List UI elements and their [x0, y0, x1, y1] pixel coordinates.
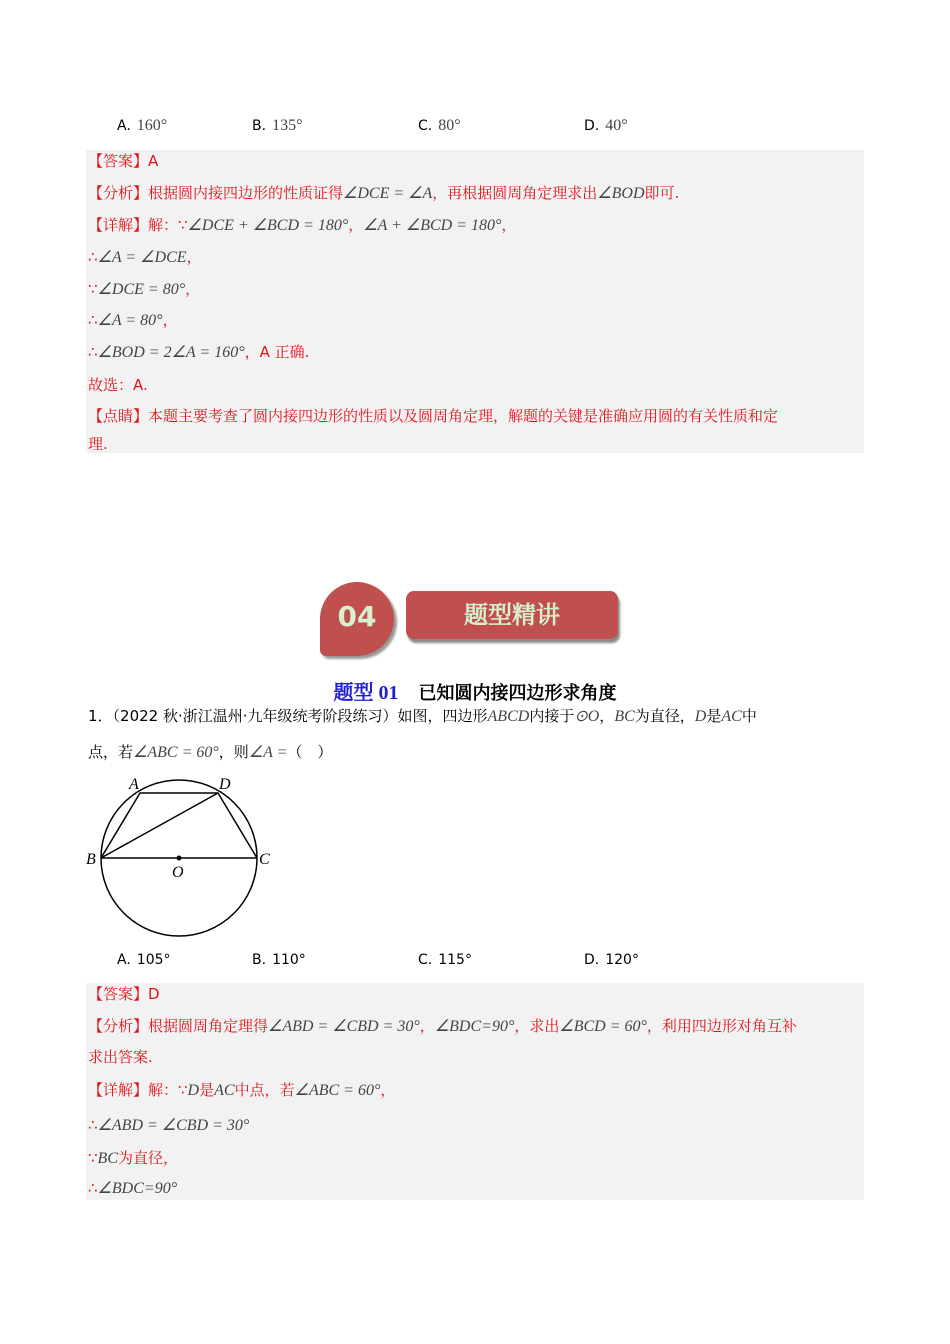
text-segment: ，	[501, 216, 517, 234]
option-d	[584, 117, 628, 135]
text-segment: 是	[199, 1081, 215, 1099]
math-expression: ∠BCD = 60°	[559, 1018, 647, 1035]
section-heading	[0, 676, 950, 705]
text-segment: 中	[741, 707, 757, 725]
option-label: B.	[252, 118, 267, 134]
text-segment: ，利用四边形对角互补	[646, 1017, 797, 1035]
option-label: C.	[418, 952, 433, 968]
text-segment: 【分析】根据圆周角定理得	[88, 1017, 269, 1035]
section-number-badge	[320, 582, 394, 656]
text-segment: 求出答案.	[88, 1048, 153, 1066]
option-value: 160°	[136, 117, 168, 134]
text-line	[88, 375, 148, 395]
text-line	[88, 1047, 153, 1067]
text-line	[88, 1148, 178, 1169]
text-line	[88, 1115, 249, 1136]
option-value: 115°	[438, 952, 472, 968]
math-expression: AC	[721, 708, 742, 725]
option-d	[584, 952, 639, 968]
text-segment: ，	[348, 216, 364, 234]
option-b	[252, 952, 306, 968]
option-label: A.	[117, 118, 131, 134]
text-segment: 【详解】解：∵	[88, 216, 188, 234]
text-segment: ∴	[88, 248, 98, 266]
text-segment: 为直径，	[118, 1149, 179, 1167]
text-line	[88, 434, 108, 454]
option-value: 110°	[272, 952, 306, 968]
text-segment: ，	[186, 248, 202, 266]
math-expression: ∠ABC = 60°	[294, 1082, 381, 1099]
text-segment: 故选：A.	[88, 376, 148, 394]
text-segment: ，	[185, 280, 201, 298]
text-line	[88, 215, 516, 236]
math-expression: ABCD	[487, 708, 530, 725]
math-expression: D	[187, 1082, 200, 1099]
text-segment: ∴	[88, 1179, 98, 1197]
option-value: 105°	[136, 952, 171, 968]
point-label-o: O	[172, 864, 184, 881]
point-label-b: B	[86, 851, 96, 868]
text-segment: ∴	[88, 1116, 98, 1134]
option-label: D.	[584, 952, 600, 968]
circle-figure	[82, 770, 282, 945]
point-label-c: C	[259, 851, 270, 868]
text-segment: 【答案】D	[88, 985, 160, 1003]
option-a	[117, 952, 171, 968]
point-label-a: A	[129, 776, 139, 793]
option-value: 135°	[272, 117, 303, 134]
text-segment: 【答案】A	[88, 152, 159, 170]
math-expression: ∠BOD = 2∠A = 160°	[97, 344, 245, 361]
math-expression: ∠A + ∠BCD = 180°	[363, 217, 502, 234]
text-line	[88, 706, 757, 727]
text-segment: ，则	[218, 743, 249, 761]
text-line	[88, 310, 178, 331]
text-line	[88, 342, 309, 363]
text-segment: （ ）	[287, 743, 333, 761]
option-b	[252, 117, 302, 135]
text-line	[88, 1080, 395, 1101]
section-label: 题型 01	[333, 682, 399, 704]
text-segment: ，	[599, 707, 615, 725]
section-number: 04	[337, 600, 377, 633]
text-segment: 中点，若	[234, 1081, 295, 1099]
text-segment: 是	[706, 707, 722, 725]
section-banner: 题型精讲	[406, 591, 618, 639]
math-expression: ∠A = 80°	[97, 312, 163, 329]
text-segment: ∴	[88, 343, 98, 361]
option-value: 80°	[438, 117, 461, 134]
text-segment: ，	[419, 1017, 435, 1035]
math-expression: ∠ABD = ∠CBD = 30°	[268, 1018, 420, 1035]
text-line	[88, 183, 679, 204]
text-segment: 即可.	[644, 184, 680, 202]
math-expression: ∠DCE = ∠A	[343, 185, 433, 202]
text-segment: 【详解】解：∵	[88, 1081, 188, 1099]
text-segment: ∴	[88, 311, 98, 329]
math-expression: ∠BDC=90°	[97, 1180, 178, 1197]
text-segment: 1．（2022 秋·浙江温州·九年级统考阶段练习）如图，四边形	[88, 707, 488, 725]
text-segment: ，	[380, 1081, 396, 1099]
option-c	[418, 952, 472, 968]
text-segment: 【分析】根据圆内接四边形的性质证得	[88, 184, 344, 202]
option-value: 120°	[605, 952, 639, 968]
math-expression: ∠A = ∠DCE	[97, 249, 187, 266]
option-label: A.	[117, 952, 131, 968]
text-line	[88, 984, 160, 1004]
text-segment: 内接于	[529, 707, 575, 725]
point-label-d: D	[219, 776, 231, 793]
option-a	[117, 117, 167, 135]
text-line	[88, 1178, 177, 1199]
option-c	[418, 117, 461, 135]
option-label: B.	[252, 952, 267, 968]
text-line	[88, 151, 158, 171]
text-line	[88, 247, 202, 268]
math-expression: ∠DCE + ∠BCD = 180°	[187, 217, 349, 234]
text-segment: 理.	[88, 435, 108, 453]
math-expression: ∠ABD = ∠CBD = 30°	[97, 1117, 250, 1134]
math-expression: ∠DCE = 80°	[97, 281, 186, 298]
section-title: 已知圆内接四边形求角度	[418, 683, 617, 704]
text-line	[88, 1016, 797, 1037]
text-segment: ∵	[88, 280, 98, 298]
math-expression: BC	[97, 1150, 118, 1167]
option-label: D.	[584, 118, 600, 134]
math-expression: AC	[214, 1082, 235, 1099]
text-segment: ，再根据圆周角定理求出	[432, 184, 598, 202]
text-line	[88, 279, 200, 300]
text-segment: ，A 正确.	[244, 343, 310, 361]
text-line	[88, 406, 778, 426]
text-segment: ，	[162, 311, 178, 329]
math-expression: D	[694, 708, 707, 725]
option-label: C.	[418, 118, 433, 134]
text-line	[88, 742, 332, 763]
text-segment: 为直径，	[634, 707, 695, 725]
math-expression: ∠ABC = 60°	[133, 744, 219, 761]
text-segment: ∵	[88, 1149, 98, 1167]
math-expression: ∠BDC=90°	[434, 1018, 515, 1035]
math-expression: ∠A =	[248, 744, 288, 761]
option-value: 40°	[605, 117, 628, 134]
math-expression: ∠BOD	[597, 185, 645, 202]
text-segment: 点，若	[88, 743, 134, 761]
text-segment: 【点睛】本题主要考查了圆内接四边形的性质以及圆周角定理，解题的关键是准确应用圆的有关性质和定	[88, 407, 779, 425]
math-expression: ⊙O	[574, 708, 600, 725]
math-expression: BC	[614, 708, 635, 725]
text-segment: ，求出	[514, 1017, 560, 1035]
